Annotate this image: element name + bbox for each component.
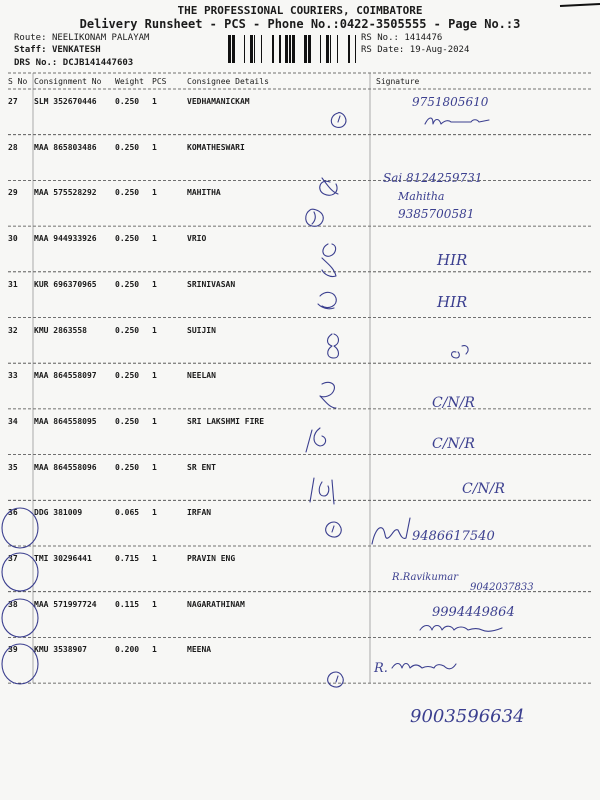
- note-bottom-phone: 9003596634: [410, 706, 525, 727]
- col-consignment: Consignment No: [34, 77, 102, 86]
- note-row38-phone: 9994449864: [432, 605, 515, 620]
- cell-weight: 0.115: [115, 599, 140, 609]
- table-row: [0, 508, 600, 520]
- cell-consignee: NAGARATHINAM: [187, 599, 245, 609]
- barcode-bar: [228, 35, 231, 63]
- barcode-bar: [326, 35, 329, 63]
- cell-sno: 37: [8, 554, 18, 563]
- cell-pcs: 1: [152, 325, 157, 335]
- barcode-bar: [261, 35, 262, 63]
- note-row31-mark: HIR: [437, 293, 468, 311]
- cell-consignee: SRINIVASAN: [187, 279, 236, 289]
- barcode-bar: [285, 35, 288, 63]
- company-title: THE PROFESSIONAL COURIERS, COIMBATORE: [177, 4, 423, 17]
- cell-sno: 31: [8, 279, 18, 289]
- cell-consignment: KMU 2863558: [34, 325, 87, 335]
- table-row: [0, 234, 600, 246]
- cell-consignment: KMU 3538907: [34, 645, 87, 655]
- cell-weight: 0.250: [115, 234, 140, 244]
- cell-consignment: KUR 696370965: [34, 279, 97, 289]
- rs-no-label: RS No.:: [361, 33, 399, 43]
- note-row35-mark: C/N/R: [462, 481, 505, 497]
- cell-pcs: 1: [152, 462, 157, 472]
- table-row: [0, 188, 600, 200]
- staff-label: Staff:: [14, 45, 47, 55]
- drs-label: DRS No.:: [14, 58, 58, 68]
- cell-consignee: MAHITHA: [187, 188, 221, 198]
- rs-no-value: 1414476: [404, 33, 443, 43]
- cell-consignee: VRIO: [187, 234, 207, 244]
- cell-sno: 34: [8, 416, 18, 426]
- barcode-bar: [289, 35, 291, 63]
- cell-sno: 30: [8, 234, 18, 244]
- table-row: [0, 97, 600, 109]
- cell-sno: 38: [8, 599, 18, 609]
- runsheet-title: Delivery Runsheet - PCS - Phone No.:0422-3505555 - Page No.:3: [79, 17, 521, 31]
- barcode-image: [228, 35, 356, 63]
- cell-consignee: NEELAN: [187, 371, 216, 381]
- cell-pcs: 1: [152, 142, 157, 152]
- cell-consignment: MAA 571997724: [34, 599, 97, 609]
- cell-sno: 27: [8, 97, 18, 106]
- rs-date-label: RS Date:: [361, 45, 405, 55]
- barcode-bar: [244, 35, 245, 63]
- table-row: [0, 554, 600, 566]
- cell-weight: 0.250: [115, 462, 140, 472]
- barcode-bar: [250, 35, 253, 63]
- cell-consignment: MAA 864558096: [34, 462, 97, 472]
- table-row: [0, 371, 600, 383]
- cell-consignment: MAA 864558095: [34, 416, 97, 426]
- route-value: NEELIKONAM PALAYAM: [51, 33, 150, 43]
- cell-consignee: SRI LAKSHMI FIRE: [187, 416, 265, 426]
- cell-weight: 0.065: [115, 508, 140, 518]
- cell-weight: 0.715: [115, 554, 140, 563]
- barcode-bar: [308, 35, 311, 63]
- cell-sno: 28: [8, 142, 18, 152]
- col-signature: Signature: [376, 77, 420, 86]
- route-label: Route:: [14, 33, 47, 43]
- cell-weight: 0.250: [115, 142, 140, 152]
- note-row28-sig: Sai 8124259731: [383, 171, 483, 185]
- cell-consignee: VEDHAMANICKAM: [187, 97, 250, 106]
- col-weight: Weight: [115, 77, 144, 86]
- cell-sno: 35: [8, 462, 18, 472]
- cell-consignment: DDG 381009: [34, 508, 83, 518]
- cell-sno: 29: [8, 188, 18, 198]
- cell-pcs: 1: [152, 188, 157, 198]
- cell-consignment: MAA 575528292: [34, 188, 97, 198]
- cell-pcs: 1: [152, 97, 157, 106]
- cell-consignment: MAA 865803486: [34, 142, 97, 152]
- note-row39-sig: R.: [374, 661, 388, 676]
- barcode-bar: [279, 35, 281, 63]
- note-row27-phone: 9751805610: [412, 95, 489, 109]
- col-sno: S No: [8, 77, 28, 86]
- barcode-bar: [330, 35, 331, 63]
- cell-consignment: SLM 352670446: [34, 97, 97, 106]
- cell-pcs: 1: [152, 599, 157, 609]
- cell-weight: 0.250: [115, 279, 140, 289]
- note-row34-mark: C/N/R: [432, 436, 475, 452]
- table-header: [0, 77, 600, 89]
- table-row: [0, 326, 600, 338]
- cell-pcs: 1: [152, 416, 157, 426]
- drs-line: [14, 58, 133, 68]
- cell-weight: 0.250: [115, 188, 140, 198]
- note-row30-mark: HIR: [437, 251, 468, 269]
- cell-consignee: MEENA: [187, 645, 212, 655]
- cell-weight: 0.250: [115, 325, 140, 335]
- note-row33-mark: C/N/R: [432, 395, 475, 411]
- barcode-bar: [348, 35, 350, 63]
- col-pcs: PCS: [152, 77, 167, 86]
- cell-consignee: PRAVIN ENG: [187, 554, 236, 563]
- barcode-bar: [272, 35, 274, 63]
- cell-pcs: 1: [152, 508, 157, 518]
- table-row: [0, 600, 600, 612]
- cell-consignee: IRFAN: [187, 508, 212, 518]
- barcode-bar: [232, 35, 235, 63]
- barcode-bar: [292, 35, 295, 63]
- table-row: [0, 463, 600, 475]
- drs-value: DCJB141447603: [62, 58, 134, 68]
- barcode-bar: [355, 35, 356, 63]
- cell-consignee: KOMATHESWARI: [187, 142, 245, 152]
- cell-consignee: SR ENT: [187, 462, 216, 472]
- barcode-bar: [254, 35, 255, 63]
- staff-value: VENKATESH: [51, 45, 101, 55]
- route-line: [14, 33, 149, 43]
- cell-sno: 32: [8, 325, 18, 335]
- table-row: [0, 645, 600, 657]
- cell-pcs: 1: [152, 645, 157, 655]
- cell-weight: 0.250: [115, 371, 140, 381]
- rs-date-value: 19-Aug-2024: [409, 45, 470, 55]
- cell-pcs: 1: [152, 279, 157, 289]
- cell-consignment: MAA 944933926: [34, 234, 97, 244]
- barcode-bar: [337, 35, 338, 63]
- barcode-bar: [304, 35, 307, 63]
- cell-pcs: 1: [152, 554, 157, 563]
- rs-date-line: [361, 45, 469, 55]
- cell-pcs: 1: [152, 371, 157, 381]
- table-row: [0, 417, 600, 429]
- rs-no-line: [361, 33, 442, 43]
- cell-sno: 33: [8, 371, 18, 381]
- note-row29-name: Mahitha: [398, 190, 445, 203]
- cell-sno: 39: [8, 645, 18, 655]
- note-row37-name: R.Ravikumar: [392, 572, 459, 583]
- cell-pcs: 1: [152, 234, 157, 244]
- cell-weight: 0.250: [115, 416, 140, 426]
- table-row: [0, 143, 600, 155]
- barcode-bar: [320, 35, 321, 63]
- serial-circles: [2, 508, 38, 684]
- staff-line: [14, 45, 101, 55]
- note-row37-phone: 9042037833: [470, 582, 534, 593]
- cell-consignment: MAA 864558097: [34, 371, 97, 381]
- table-row: [0, 280, 600, 292]
- cell-consignment: TMI 30296441: [34, 554, 92, 563]
- col-consignee: Consignee Details: [187, 77, 269, 86]
- note-row36-phone: 9486617540: [412, 529, 495, 544]
- note-row29-phone: 9385700581: [398, 207, 475, 221]
- cell-weight: 0.250: [115, 97, 140, 106]
- cell-weight: 0.200: [115, 645, 140, 655]
- cell-sno: 36: [8, 508, 18, 518]
- cell-consignee: SUIJIN: [187, 325, 216, 335]
